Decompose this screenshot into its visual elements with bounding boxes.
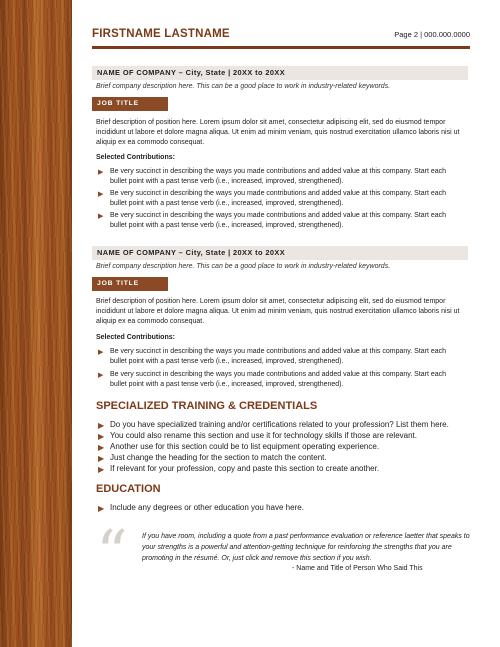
company-bar xyxy=(92,66,468,80)
bullet-text: Be very succinct in describing the ways you made contributions and added value at this company. Start each bullet point with a past tense verb (i.e., increased, improved, strengthened). xyxy=(110,212,447,230)
bullet-text: Be very succinct in describing the ways you made contributions and added value at this company. Start each bullet point with a past tense verb (i.e., increased, improved, strengthened). xyxy=(110,190,447,208)
contributions-label: Selected Contributions: xyxy=(96,154,175,161)
quote-text: If you have room, including a quote from a past performance evaluation or reference laetter that speaks to your strengths is a powerful and attention-getting technique for reinforcing the strengths that you are promoting in the résumé. Or, just click and remove this section if you wish. xyxy=(142,533,470,562)
triangle-right-icon: ▶ xyxy=(98,465,105,474)
bullet-text: Another use for this section could be to list equipment operating experience. xyxy=(110,442,380,451)
company-line: NAME OF COMPANY – City, State | 20XX to 20XX xyxy=(97,248,286,257)
triangle-right-icon: ▶ xyxy=(98,169,104,176)
section-heading-training: SPECIALIZED TRAINING & CREDENTIALS xyxy=(96,400,318,412)
triangle-right-icon: ▶ xyxy=(98,191,104,198)
page-number-phone: Page 2 | 000.000.0000 xyxy=(394,30,470,39)
job-title-badge xyxy=(92,97,168,111)
bullet-text: Do you have specialized training and/or certifications related to your profession? List them here. xyxy=(110,420,449,429)
bullet-text: Be very succinct in describing the ways you made contributions and added value at this company. Start each bullet point with a past tense verb (i.e., increased, improved, strengthened). xyxy=(110,371,447,389)
wood-texture-sidebar xyxy=(0,0,72,647)
triangle-right-icon: ▶ xyxy=(98,432,105,441)
position-description: Brief description of position here. Lorem ipsum dolor sit amet, consectetur adipiscing elit, sed do eiusmod tempor incididunt ut labore et dolore magna aliqua. Ut enim ad minim veniam, quis nostrud exercitation ullamco laboris nisi ut aliquip ex ea commodo consequat. xyxy=(96,298,460,326)
triangle-right-icon: ▶ xyxy=(98,454,105,463)
triangle-right-icon: ▶ xyxy=(98,421,105,430)
company-bar xyxy=(92,246,468,260)
triangle-right-icon: ▶ xyxy=(98,349,104,356)
bullet-text: Include any degrees or other education you have here. xyxy=(110,503,304,512)
page-header xyxy=(92,28,470,44)
section-heading-education: EDUCATION xyxy=(96,483,161,495)
triangle-right-icon: ▶ xyxy=(98,504,105,513)
bullet-text: Be very succinct in describing the ways you made contributions and added value at this company. Start each bullet point with a past tense verb (i.e., increased, improved, strengthened). xyxy=(110,348,447,366)
job-title-label: JOB TITLE xyxy=(97,100,139,107)
triangle-right-icon: ▶ xyxy=(98,443,105,452)
bullet-text: You could also rename this section and use it for technology skills if those are relevant. xyxy=(110,431,417,440)
triangle-right-icon: ▶ xyxy=(98,213,104,220)
contributions-label: Selected Contributions: xyxy=(96,334,175,341)
company-line: NAME OF COMPANY – City, State | 20XX to 20XX xyxy=(97,68,286,77)
triangle-right-icon: ▶ xyxy=(98,372,104,379)
bullet-text: If relevant for your profession, copy and paste this section to create another. xyxy=(110,464,380,473)
header-divider xyxy=(92,46,470,49)
position-description: Brief description of position here. Lorem ipsum dolor sit amet, consectetur adipiscing elit, sed do eiusmod tempor incididunt ut labore et dolore magna aliqua. Ut enim ad minim veniam, quis nostrud exercitation ullamco laboris nisi ut aliquip ex ea commodo consequat. xyxy=(96,119,460,147)
job-title-label: JOB TITLE xyxy=(97,280,139,287)
quote-attribution: - Name and Title of Person Who Said This xyxy=(292,565,423,572)
company-description: Brief company description here. This can be a good place to work in industry-related keywords. xyxy=(96,83,391,90)
bullet-text: Be very succinct in describing the ways you made contributions and added value at this company. Start each bullet point with a past tense verb (i.e., increased, improved, strengthened). xyxy=(110,168,447,186)
candidate-name: FIRSTNAME LASTNAME xyxy=(92,28,230,40)
bullet-text: Just change the heading for the section to match the content. xyxy=(110,453,327,462)
job-title-badge xyxy=(92,277,168,291)
quote-mark-icon: “ xyxy=(96,516,128,589)
company-description: Brief company description here. This can be a good place to work in industry-related keywords. xyxy=(96,263,391,270)
